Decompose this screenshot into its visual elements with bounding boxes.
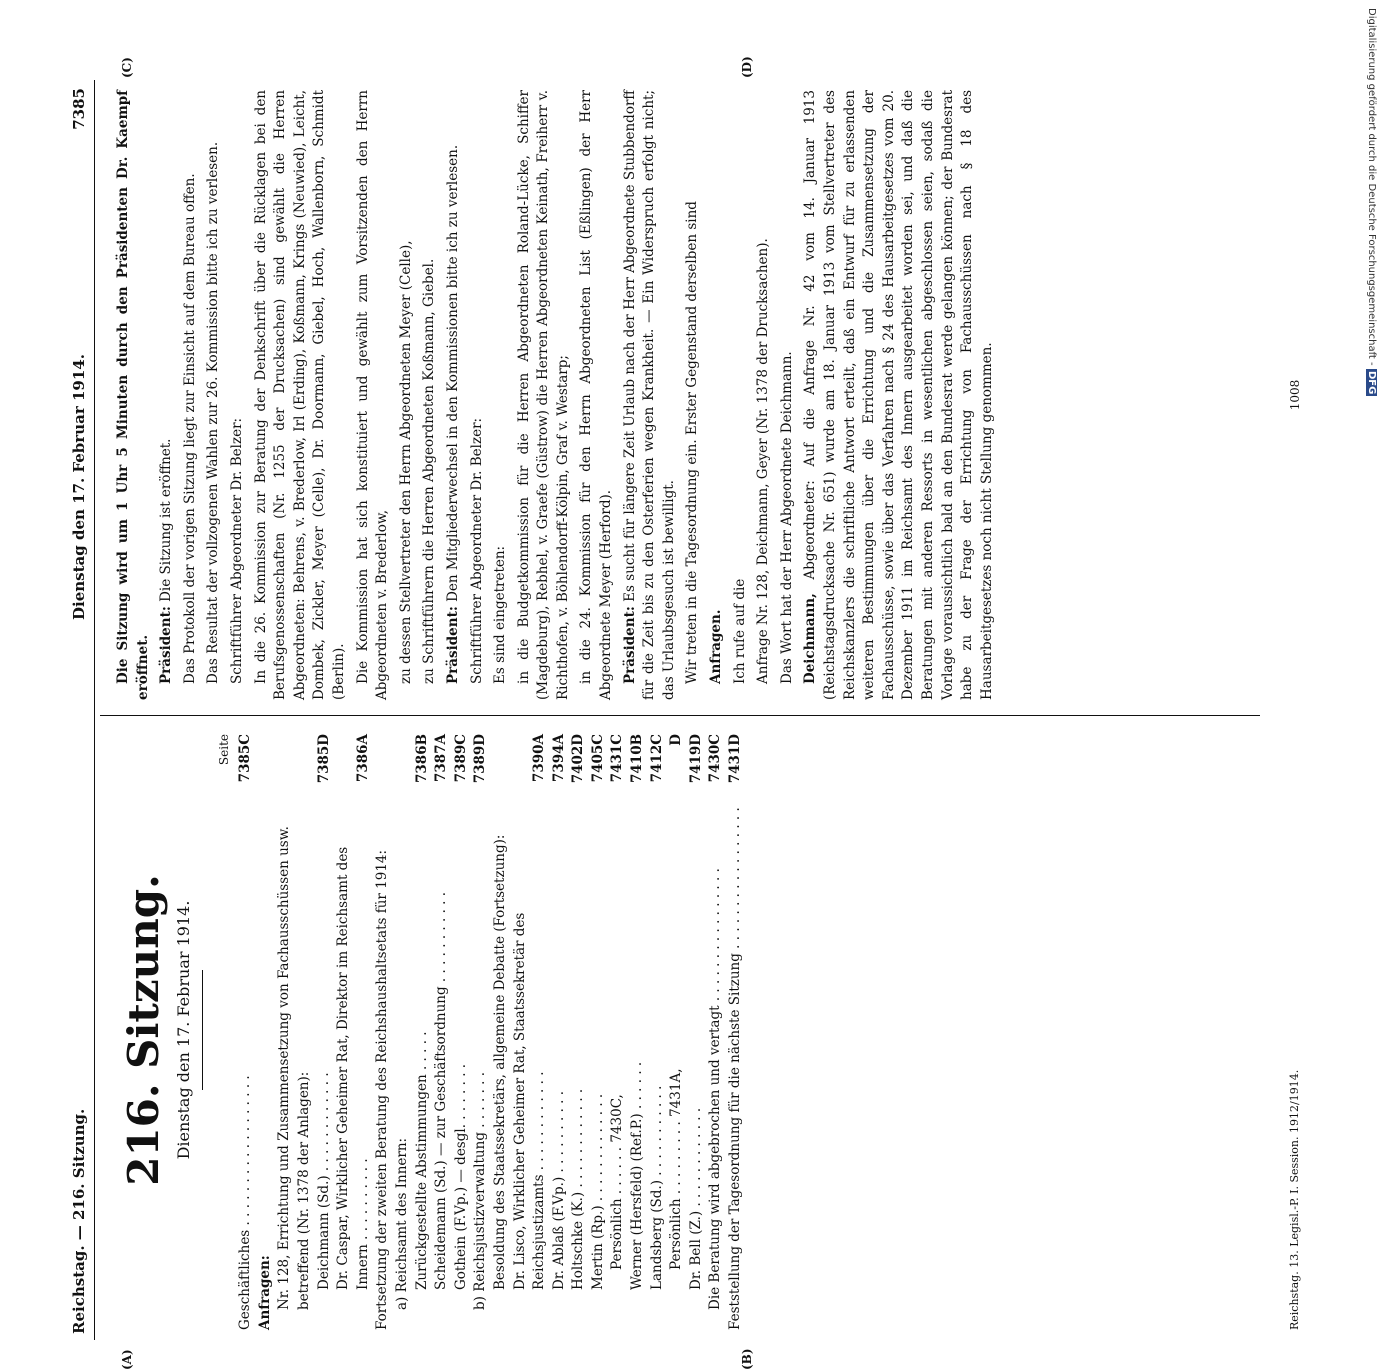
toc-entry [687,730,707,1330]
footer-signature: 1008 [1288,90,1302,700]
toc-entry [569,730,589,1330]
toc-entry-text: Die Beratung wird abgebrochen und vertagt . . . . . . . . . . . . . . . . [706,804,726,1330]
title-rule [202,970,203,1090]
digitization-note [1366,0,1383,1000]
toc-entry-text: Mertin (Rp.) . . . . . . . . . . . . . [589,804,609,1330]
toc-entry [706,730,726,1330]
column-divider [100,715,1260,716]
proceedings-paragraph: Deichmann, Abgeordneter: Auf die Anfrage Nr. 42 vom 14. Januar 1913 (Reichstagsdrucksache Nr. 651) wurde am 18. Januar 1913 vom Stellvertreter des Reichskanzlers die schriftliche Antwort erteilt, daß ein Entwurf für zu erlassenden weiteren Bestimmungen über die Errichtung und die Zusammensetzung der Fachausschüsse, sowie über das Verfahren nach § 24 des Hausarbeitgesetzes vom 20. Dezember 1911 im Reichsamt des Innern ausgearbeitet worden sei, und daß die Beratungen mit anderen Ressorts in wesentlichen abgeschlossen seien, sodaß die Vorlage voraussichtlich bald an den Bundesrat werde gelangen können; der Bundesrat habe zu der Frage der Errichtung von Fachausschüssen nach § 18 des Hausarbeitgesetzes noch nicht Stellung genommen. [801,90,997,700]
toc-entry-text: Dr. Bell (Z.) . . . . . . . . . . . . [687,804,707,1330]
proceedings-paragraph: Anfragen. [707,90,727,700]
toc-entry-text: Anfragen: [256,804,276,1330]
proceedings-paragraph: zu dessen Stellvertreter den Herrn Abgeordneten Meyer (Celle), [397,90,417,700]
proceedings-paragraph: in die 24. Kommission für den Herrn Abgeordneten List (Eßlingen) der Herr Abgeordnete Meyer (Herford). [577,90,616,700]
seite-label: Seite [215,730,235,1330]
toc-entry [413,730,433,1330]
toc-entry [393,730,413,1330]
page-header [60,80,95,1340]
speaker-label: Präsident: [622,606,638,684]
margin-letter-d: (D) [740,56,754,78]
toc-entry-page: 7402D [569,730,589,804]
footer-left: Reichstag. 13. Legisl.-P. I. Session. 1912/1914. [1288,1070,1301,1330]
session-title: 216. Sitzung. [120,730,168,1330]
header-date: Dienstag den 17. Februar 1914. [70,354,88,620]
proceedings-paragraph: Schriftführer Abgeordneter Dr. Belzer: [228,90,248,700]
toc-entry-text: Dr. Ablaß (F.Vp.) . . . . . . . . . . [550,804,570,1330]
proceedings-paragraph: Schriftführer Abgeordneter Dr. Belzer: [468,90,488,700]
toc-entry-page: 7410B [628,730,648,804]
toc-entry [334,730,373,1330]
toc-entry-page: 7385D [315,730,335,804]
toc-entry-text: Dr. Lisco, Wirklicher Geheimer Rat, Staatssekretär des Reichsjustizamts . . . . . . . . . . . . [511,804,550,1330]
toc-entry-text: Nr. 128, Errichtung und Zusammensetzung von Fachausschüssen usw. betreffend (Nr. 1378 der Anlagen): [275,804,314,1330]
toc-entry-text: Gothein (F.Vp.) — desgl. . . . . . . . [452,804,472,1330]
toc-entry [667,730,687,1330]
toc-entry-text: Feststellung der Tagesordnung für die nächste Sitzung . . . . . . . . . . . . . . . . . [726,804,746,1330]
toc-entry-text: Geschäftliches . . . . . . . . . . . . . . . . . . [236,804,256,1330]
toc-entry-page: 7419D [687,730,707,804]
proceedings-paragraph: Das Protokoll der vorigen Sitzung liegt zur Einsicht auf dem Bureau offen. [181,90,201,700]
toc-entry-page: 7387A [432,730,452,804]
toc-entry-page: 7431D [726,730,746,804]
table-of-contents [236,730,745,1330]
toc-entry [452,730,472,1330]
toc-entry-page: 7389D [471,730,491,804]
toc-entry-page: 7386A [354,730,374,804]
toc-entry [726,730,746,1330]
toc-entry-text: Persönlich . . . . . . 7430C, [608,804,628,1330]
margin-letter-a: (A) [120,1349,134,1370]
toc-entry [315,730,335,1330]
toc-entry-page: 7430C [706,730,726,804]
toc-entry [432,730,452,1330]
toc-entry [589,730,609,1330]
toc-entry [550,730,570,1330]
proceedings-paragraph: Das Resultat der vollzogenen Wahlen zur 26. Kommission bitte ich zu verlesen. [204,90,224,700]
rotated-page [60,80,1310,1340]
toc-entry-text: Besoldung des Staatssekretärs, allgemeine Debatte (Fortsetzung): [491,804,511,1330]
page-number: 7385 [70,88,88,130]
proceedings-paragraph: In die 26. Kommission zur Beratung der Denkschrift über die Rücklagen bei den Berufsgenossenschaften (Nr. 1255 der Drucksachen) sind gewählt die Herren Abgeordneten: Behrens, v. Brederlow, Irl (Erding), Koßmann, Krings (Neuwied), Leicht, Dombek, Zickler, Meyer (Celle), Dr. Doormann, Giebel, Hoch, Wallenborn, Schmidt (Berlin). [252,90,350,700]
toc-entry [256,730,276,1330]
toc-entry [608,730,628,1330]
right-column [110,90,1280,700]
toc-entry [648,730,668,1330]
proceedings-paragraph: Präsident: Den Mitgliederwechsel in den Kommissionen bitte ich zu verlesen. [444,90,464,700]
proceedings-paragraph: Die Sitzung wird um 1 Uhr 5 Minuten durch den Präsidenten Dr. Kaempf eröffnet. [114,90,153,700]
toc-entry-page: D [667,730,687,804]
proceedings-paragraph: Das Wort hat der Herr Abgeordnete Deichmann. [778,90,798,700]
toc-entry [511,730,550,1330]
header-left: Reichstag. — 216. Sitzung. [70,1109,88,1334]
toc-entry-page: 7405C [589,730,609,804]
left-column [110,730,1280,1330]
speaker-label: Deichmann, [802,593,818,684]
proceedings-paragraph: in die Budgetkommission für die Herren Abgeordneten Roland-Lücke, Schiffer (Magdeburg), Rebhel, v. Graefe (Güstrow) die Herren Abgeordneten Keinath, Freiherr v. Richthofen, v. Böhlendorff-Kölpin, Graf v. Westarp; [515,90,574,700]
session-date: Dienstag den 17. Februar 1914. [174,730,194,1330]
toc-entry [471,730,491,1330]
toc-entry [275,730,314,1330]
toc-entry-text: b) Reichsjustizverwaltung . . . . . . . [471,804,491,1330]
toc-entry-page: 7386B [413,730,433,804]
toc-entry [491,730,511,1330]
toc-entry-text: Persönlich . . . . . . . . . 7431A, [667,804,687,1330]
toc-entry-page: 7389C [452,730,472,804]
toc-entry [236,730,256,1330]
toc-entry [628,730,648,1330]
digitization-text: Digitalisierung gefördert durch die Deutsche Forschungsgemeinschaft - [1366,8,1377,369]
toc-entry [373,730,393,1330]
toc-entry-text: Fortsetzung der zweiten Beratung des Reichshaushaltsetats für 1914: [373,804,393,1330]
proceedings-paragraph: zu Schriftführern die Herren Abgeordneten Koßmann, Giebel. [420,90,440,700]
toc-entry-text: Dr. Caspar, Wirklicher Geheimer Rat, Direktor im Reichsamt des Innern . . . . . . . . . . [334,804,373,1330]
margin-letter-b: (B) [740,1349,754,1370]
proceedings-paragraph: Präsident: Es sucht für längere Zeit Urlaub nach der Herr Abgeordnete Stubbendorff für die Zeit bis zu den Osterferien wegen Krankheit. — Ein Widerspruch erfolgt nicht; das Urlaubsgesuch ist bewilligt. [621,90,680,700]
proceedings-paragraph: Anfrage Nr. 128, Deichmann, Geyer (Nr. 1378 der Drucksachen). [754,90,774,700]
toc-entry-text: a) Reichsamt des Innern: [393,804,413,1330]
proceedings-paragraph: Die Kommission hat sich konstituiert und gewählt zum Vorsitzenden den Herrn Abgeordneten v. Brederlow, [354,90,393,700]
toc-entry-text: Werner (Hersfeld) (Ref.P.) . . . . . . [628,804,648,1330]
proceedings-paragraph: Es sind eingetreten: [491,90,511,700]
margin-letter-c: (C) [120,57,134,78]
proceedings-paragraph: Wir treten in die Tagesordnung ein. Erster Gegenstand derselben sind [683,90,703,700]
toc-entry-page: 7412C [648,730,668,804]
proceedings-text [114,90,997,700]
dfg-logo: DFG [1366,369,1377,396]
proceedings-paragraph: Präsident: Die Sitzung ist eröffnet. [157,90,177,700]
toc-entry-page: 7394A [550,730,570,804]
toc-entry-page: 7431C [608,730,628,804]
speaker-label: Präsident: [158,606,174,684]
speaker-label: Präsident: [445,606,461,684]
toc-entry-text: Landsberg (Sd.) . . . . . . . . . . . [648,804,668,1330]
proceedings-paragraph: Ich rufe auf die [731,90,751,700]
toc-entry-text: Holtschke (K.) . . . . . . . . . . . . [569,804,589,1330]
toc-entry-text: Scheidemann (Sd.) — zur Geschäftsordnung . . . . . . . . . . . [432,804,452,1330]
toc-entry-text: Deichmann (Sd.) . . . . . . . . . . . . [315,804,335,1330]
toc-entry-text: Zurückgestellte Abstimmungen . . . . . [413,804,433,1330]
toc-entry-page: 7390A [530,730,550,804]
toc-entry-page: 7385C [236,730,256,804]
